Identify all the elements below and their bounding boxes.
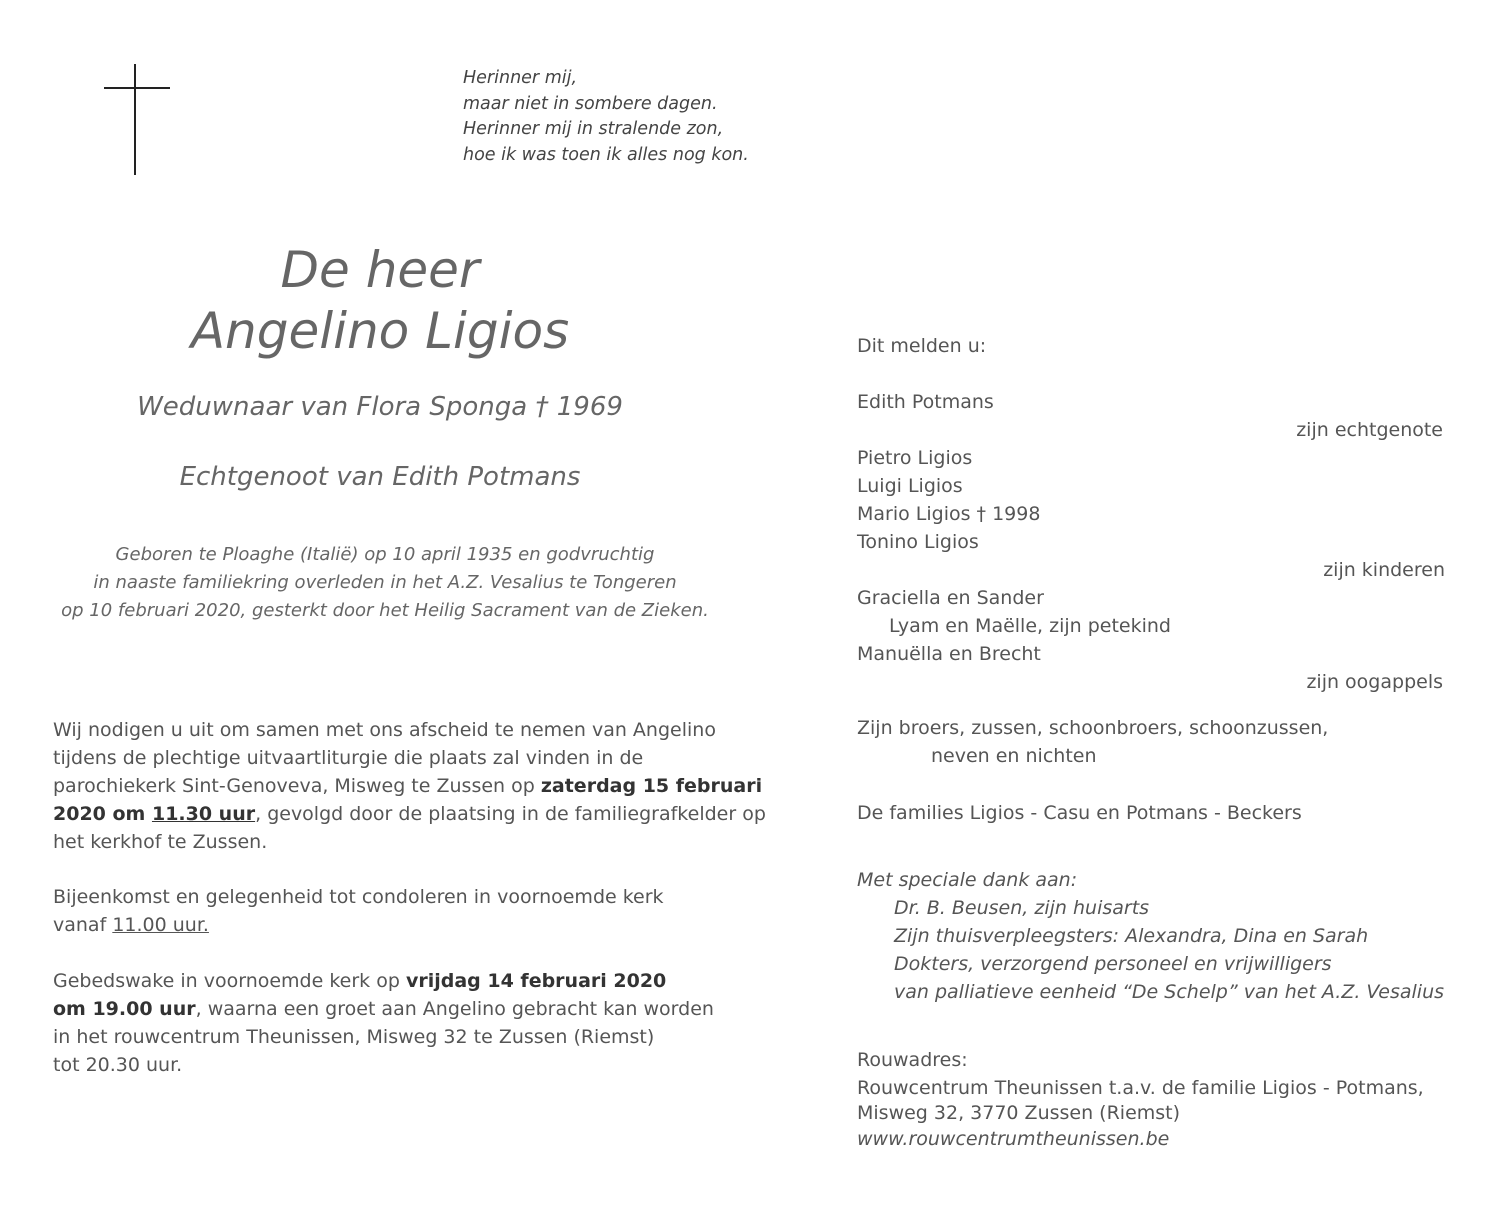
spouse-name: Edith Potmans <box>857 391 994 413</box>
poem-line: Herinner mij, <box>463 68 578 88</box>
grandchild-name: Lyam en Maëlle, zijn petekind <box>889 615 1171 637</box>
address-heading: Rouwadres: <box>857 1049 968 1071</box>
wake-date: vrijdag 14 februari 2020 <box>405 970 667 992</box>
invite-line <box>53 772 766 800</box>
funeral-date: zaterdag 15 februari <box>540 775 763 797</box>
poem-line: hoe ik was toen ik alles nog kon. <box>463 144 749 165</box>
thanks-heading: Met speciale dank aan: <box>857 869 1078 891</box>
child-name: Tonino Ligios <box>857 531 979 553</box>
funeral-time: 11.30 uur <box>151 803 256 825</box>
invite-line <box>53 800 766 828</box>
wake-info <box>53 967 714 1079</box>
wake-line: in het rouwcentrum Theunissen, Misweg 32 te Zussen (Riemst) <box>53 1026 655 1048</box>
gathering-line <box>53 911 664 939</box>
wake-line: tot 20.30 uur. <box>53 1054 183 1076</box>
grandchild-name: Graciella en Sander <box>857 587 1044 609</box>
thanks-item: Dr. B. Beusen, zijn huisarts <box>894 897 1150 919</box>
deceased-name: Angelino Ligios <box>190 302 570 360</box>
wake-line <box>53 967 714 995</box>
birth-line: op 10 februari 2020, gesterkt door het Heilig Sacrament van de Zieken. <box>61 600 709 621</box>
child-name: Pietro Ligios <box>857 447 973 469</box>
invite-line: Wij nodigen u uit om samen met ons afscheid te nemen van Angelino <box>53 719 716 741</box>
gathering-line: Bijeenkomst en gelegenheid tot condoleren in voornoemde kerk <box>53 886 664 908</box>
poem <box>463 66 749 168</box>
grandchildren-role: zijn oogappels <box>1306 671 1443 693</box>
wake-line <box>53 995 714 1023</box>
birth-line: Geboren te Ploaghe (Italië) op 10 april 1935 en godvruchtig <box>115 544 655 565</box>
wake-text: , waarna een groet aan Angelino gebracht kan worden <box>195 998 714 1020</box>
wake-text: Gebedswake in voornoemde kerk op <box>53 970 406 992</box>
thanks-item: van palliatieve eenheid “De Schelp” van het A.Z. Vesalius <box>894 981 1445 1003</box>
address-line: Rouwcentrum Theunissen t.a.v. de familie Ligios - Potmans, <box>857 1077 1424 1099</box>
grandchild-name: Manuëlla en Brecht <box>857 643 1041 665</box>
thanks-item: Dokters, verzorgend personeel en vrijwilligers <box>894 953 1332 975</box>
siblings-line: neven en nichten <box>931 745 1097 767</box>
website-link[interactable]: www.rouwcentrumtheunissen.be <box>857 1128 1170 1150</box>
gathering-text: vanaf <box>53 914 113 936</box>
poem-line: Herinner mij in stralende zon, <box>463 119 724 139</box>
poem-line: maar niet in sombere dagen. <box>463 93 718 114</box>
address-line: Misweg 32, 3770 Zussen (Riemst) <box>857 1102 1181 1124</box>
children-role: zijn kinderen <box>1323 559 1445 581</box>
title-salutation: De heer <box>280 241 480 299</box>
wake-time: om 19.00 uur <box>53 998 196 1020</box>
spouse-role: zijn echtgenote <box>1296 419 1443 441</box>
child-name: Mario Ligios † 1998 <box>857 503 1041 525</box>
birth-death-details <box>30 541 740 625</box>
birth-line: in naaste familiekring overleden in het A.Z. Vesalius te Tongeren <box>93 572 677 593</box>
families-line: De families Ligios - Casu en Potmans - Beckers <box>857 802 1302 824</box>
funeral-date: 2020 om <box>53 803 152 825</box>
invite-line: het kerkhof te Zussen. <box>53 831 268 853</box>
invite-text: parochiekerk Sint-Genoveva, Misweg te Zussen op <box>53 775 541 797</box>
thanks-item: Zijn thuisverpleegsters: Alexandra, Dina en Sarah <box>894 925 1369 947</box>
gathering-time: 11.00 uur. <box>112 914 209 936</box>
siblings-line: Zijn broers, zussen, schoonbroers, schoonzussen, <box>857 717 1329 739</box>
child-name: Luigi Ligios <box>857 475 963 497</box>
invite-text: , gevolgd door de plaatsing in de familiegrafkelder op <box>255 803 766 825</box>
spouse-line: Echtgenoot van Edith Potmans <box>179 462 581 492</box>
announce-intro: Dit melden u: <box>857 335 987 357</box>
gathering-info <box>53 883 664 939</box>
invite-line: tijdens de plechtige uitvaartliturgie die plaats zal vinden in de <box>53 747 644 769</box>
funeral-invitation <box>53 716 766 856</box>
widower-line: Weduwnaar van Flora Sponga † 1969 <box>137 392 623 422</box>
